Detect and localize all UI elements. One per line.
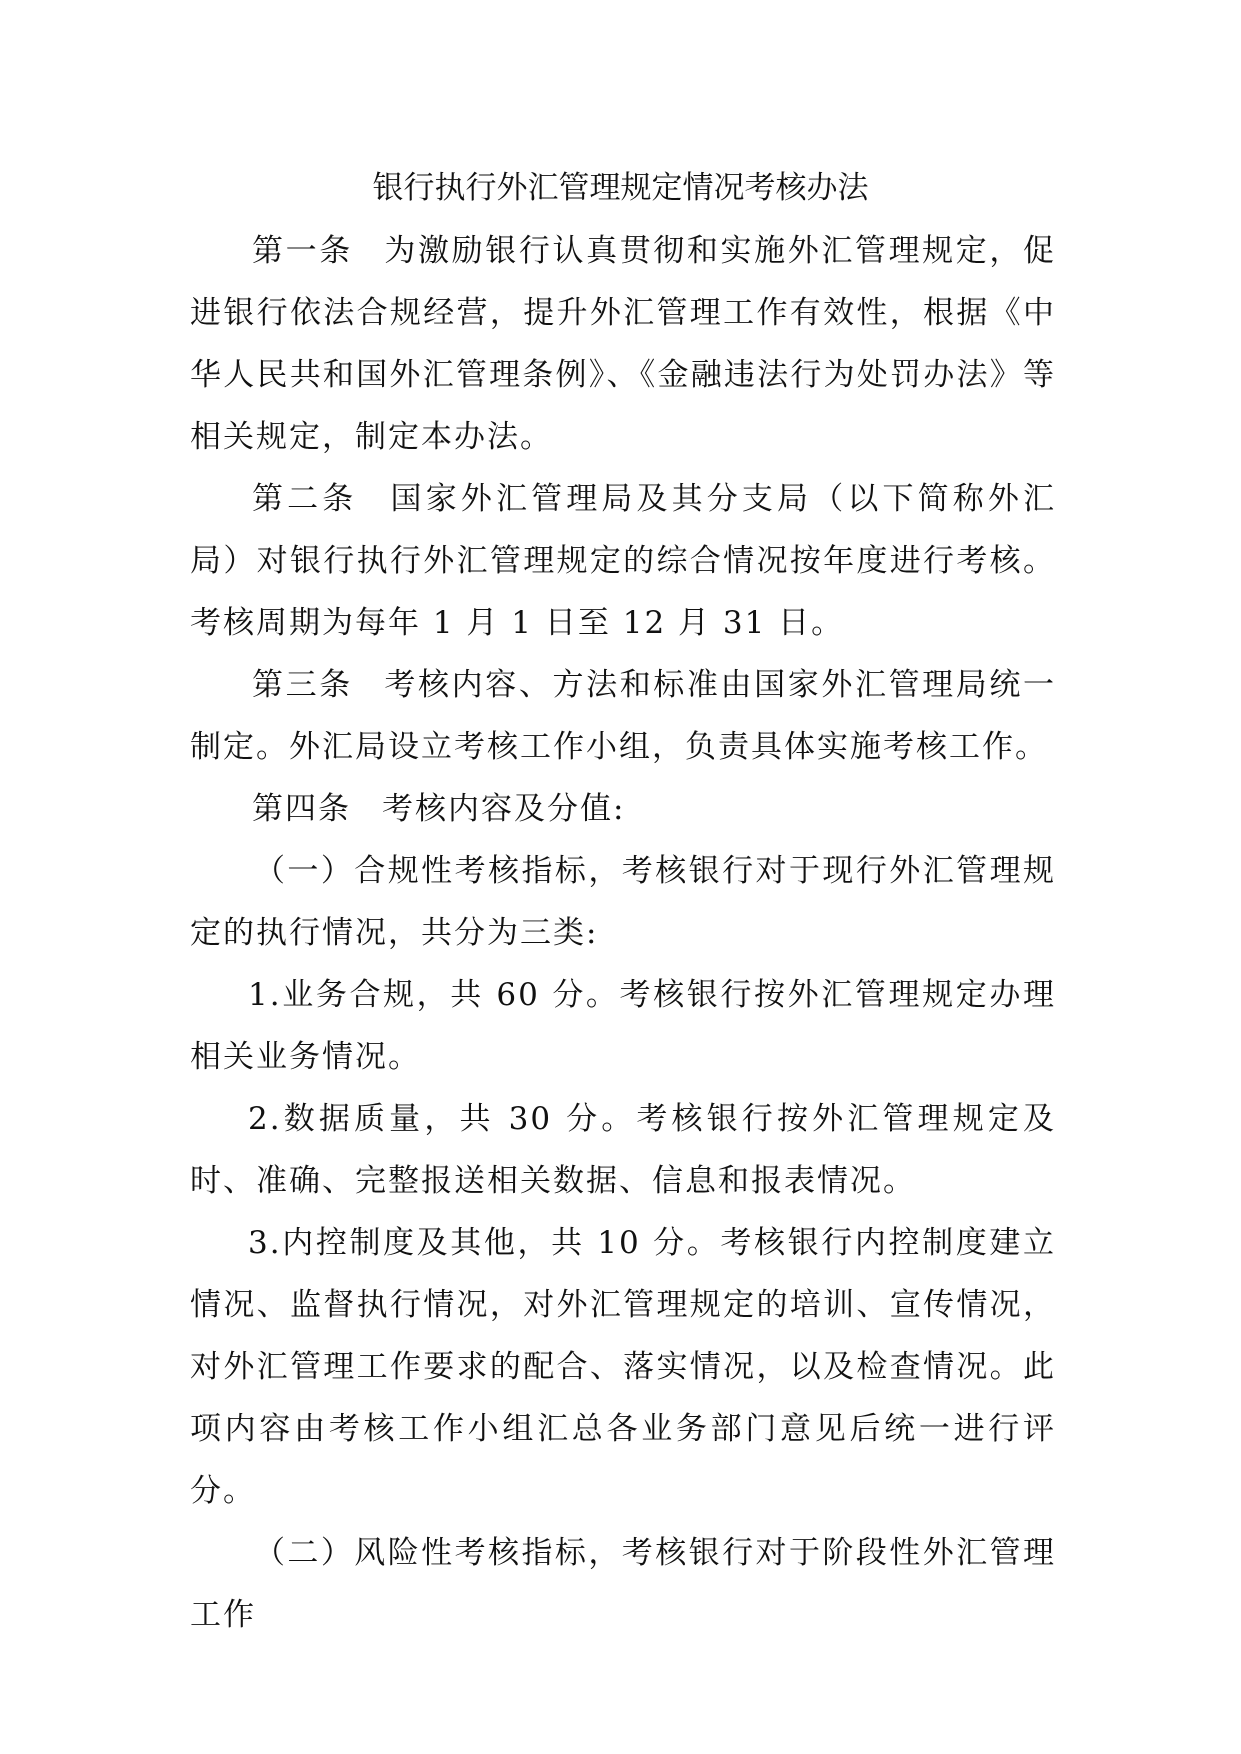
section-compliance — [190, 840, 1056, 964]
section-risk — [190, 1522, 1056, 1646]
article-text: 国家外汇管理局及其分支局（以下简称外汇局）对银行执行外汇管理规定的综合情况按年度进行考核。考核周期为每年 1 月 1 日至 12 月 31 日。 — [190, 481, 1057, 641]
document-title: 银行执行外汇管理规定情况考核办法 — [372, 170, 869, 206]
paragraph-text: 2.数据质量，共 30 分。考核银行按外汇管理规定及时、准确、完整报送相关数据、信息和报表情况。 — [190, 1101, 1056, 1199]
item-internal-control — [190, 1212, 1056, 1522]
article-label: 第一条 — [252, 233, 353, 269]
article-label: 第三条 — [252, 667, 353, 703]
document-body — [190, 220, 1056, 1646]
item-business-compliance — [190, 964, 1056, 1088]
article-2 — [190, 468, 1056, 654]
article-text: 考核内容及分值: — [382, 791, 626, 827]
paragraph-text: 3.内控制度及其他，共 10 分。考核银行内控制度建立情况、监督执行情况，对外汇管理规定的培训、宣传情况，对外汇管理工作要求的配合、落实情况，以及检查情况。此项内容由考核工作小组汇总各业务部门意见后统一进行评分。 — [190, 1225, 1056, 1509]
item-data-quality — [190, 1088, 1056, 1212]
article-1 — [190, 220, 1056, 468]
paragraph-text: （二）风险性考核指标，考核银行对于阶段性外汇管理工作 — [190, 1535, 1056, 1633]
article-label: 第四条 — [252, 791, 351, 827]
article-4 — [190, 778, 1056, 840]
paragraph-text: 1.业务合规，共 60 分。考核银行按外汇管理规定办理相关业务情况。 — [190, 977, 1056, 1075]
article-text: 考核内容、方法和标准由国家外汇管理局统一制定。外汇局设立考核工作小组，负责具体实施考核工作。 — [190, 667, 1056, 765]
article-text: 为激励银行认真贯彻和实施外汇管理规定，促进银行依法合规经营，提升外汇管理工作有效性，根据《中华人民共和国外汇管理条例》、《金融违法行为处罚办法》等相关规定，制定本办法。 — [190, 233, 1056, 455]
article-label: 第二条 — [252, 481, 358, 517]
paragraph-text: （一）合规性考核指标，考核银行对于现行外汇管理规定的执行情况，共分为三类: — [190, 853, 1056, 951]
article-3 — [190, 654, 1056, 778]
